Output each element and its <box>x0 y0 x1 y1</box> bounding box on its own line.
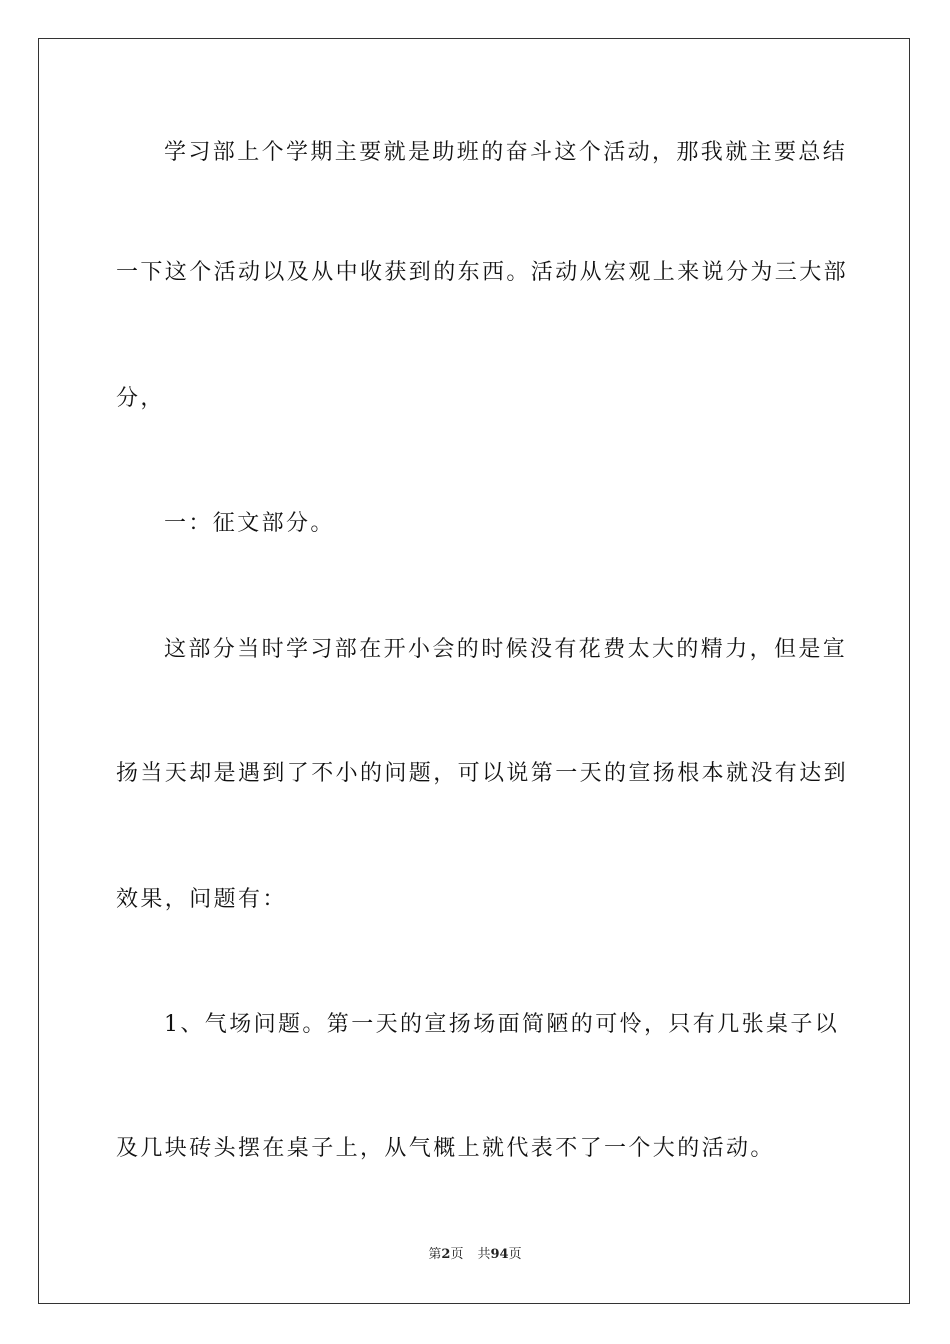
list-item-line-1: 1、气场问题。第一天的宣扬场面简陋的可怜，只有几张桌子以 <box>164 1012 840 1037</box>
page-prefix: 第 <box>428 1247 442 1262</box>
page-footer <box>0 1246 950 1264</box>
list-item-line-2: 及几块砖头摆在桌子上，从气概上就代表不了一个大的活动。 <box>116 1136 775 1161</box>
paragraph-line-5: 扬当天却是遇到了不小的问题，可以说第一天的宣扬根本就没有达到 <box>116 761 849 786</box>
paragraph-line-2: 一下这个活动以及从中收获到的东西。活动从宏观上来说分为三大部 <box>116 260 849 285</box>
total-prefix: 共 <box>477 1247 491 1262</box>
paragraph-line-3: 分， <box>116 386 165 411</box>
paragraph-line-1: 学习部上个学期主要就是助班的奋斗这个活动，那我就主要总结 <box>164 140 848 165</box>
page-number: 2 <box>441 1247 451 1262</box>
total-pages: 94 <box>490 1247 509 1262</box>
page-frame <box>38 38 910 1304</box>
section-heading: 一：征文部分。 <box>164 511 335 536</box>
paragraph-line-6: 效果，问题有： <box>116 887 287 912</box>
paragraph-line-4: 这部分当时学习部在开小会的时候没有花费太大的精力，但是宣 <box>164 637 848 662</box>
total-suffix: 页 <box>508 1247 522 1262</box>
page-suffix: 页 <box>450 1247 464 1262</box>
